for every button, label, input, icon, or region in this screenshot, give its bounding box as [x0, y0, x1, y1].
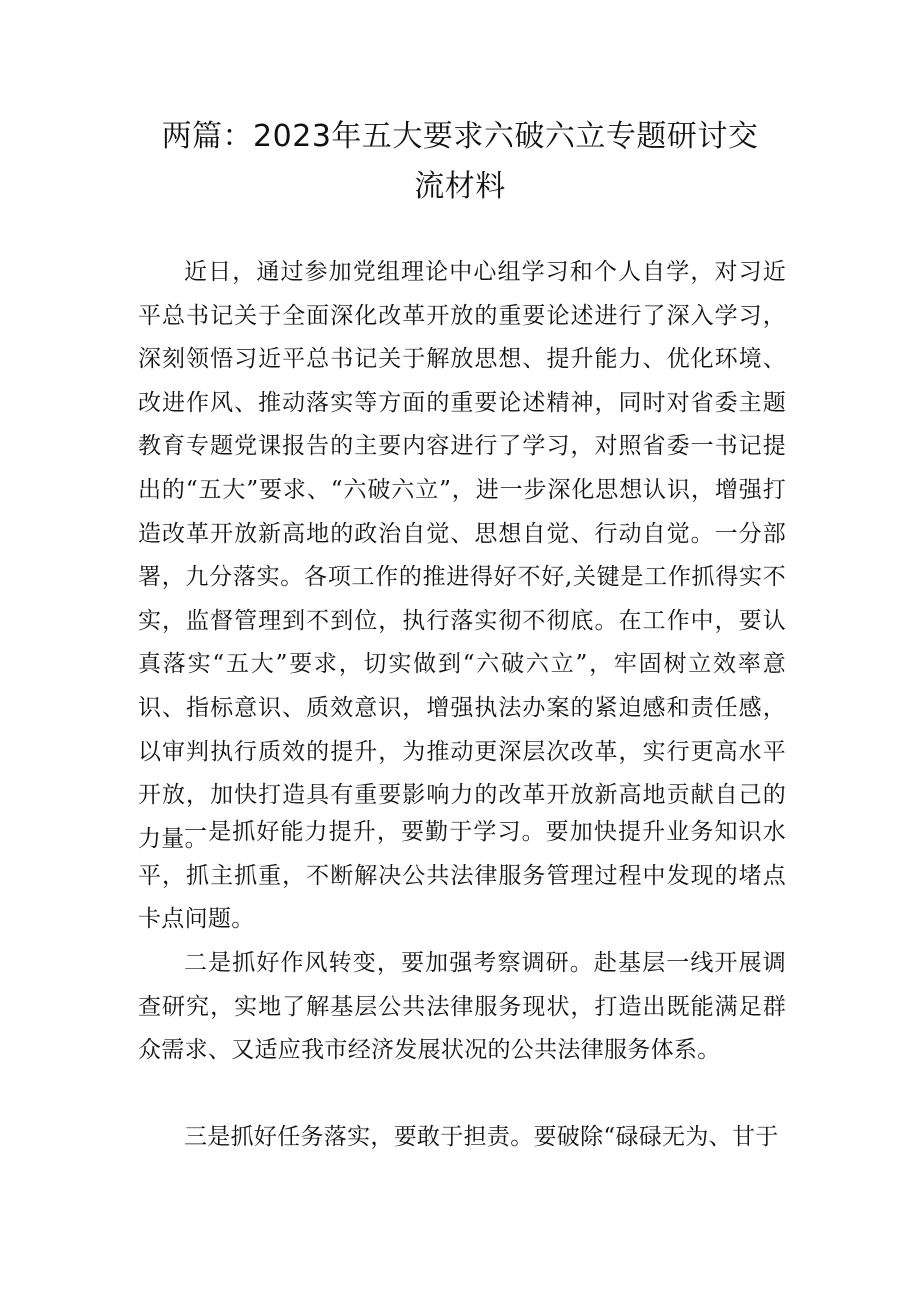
paragraph-point-one: 一是抓好能力提升，要勤于学习。要加快提升业务知识水平，抓主抓重，不断解决公共法律服务管理过程中发现的堵点卡点问题。	[138, 819, 786, 933]
title-line-2: 流材料	[414, 169, 506, 204]
title-line-1: 两篇：2023年五大要求六破六立专题研讨交	[161, 119, 759, 154]
paragraph-intro: 近日，通过参加党组理论中心组学习和个人自学，对习近平总书记关于全面深化改革开放的重要论述进行了深入学习，深刻领悟习近平总书记关于解放思想、提升能力、优化环境、改进作风、推动落实等方面的重要论述精神，同时对省委主题教育专题党课报告的主要内容进行了学习，对照省委一书记提出的“五大”要求、“六破六立”，进一步深化思想认识，增强打造改革开放新高地的政治自觉、思想自觉、行动自觉。一分部署，九分落实。各项工作的推进得好不好,关键是工作抓得实不实，监督管理到不到位，执行落实彻不彻底。在工作中，要认真落实“五大”要求，切实做到“六破六立”，牢固树立效率意识、指标意识、质效意识，增强执法办案的紧迫感和责任感，以审判执行质效的提升，为推动更深层次改革，实行更高水平开放，加快打造具有重要影响力的改革开放新高地贡献自己的力量。	[138, 259, 786, 852]
document-title	[140, 112, 780, 212]
paragraph-point-three: 三是抓好任务落实，要敢于担责。要破除“碌碌无为、甘于	[184, 1124, 779, 1150]
paragraph-point-two: 二是抓好作风转变，要加强考察调研。赴基层一线开展调查研究，实地了解基层公共法律服务现状，打造出既能满足群众需求、又适应我市经济发展状况的公共法律服务体系。	[138, 950, 786, 1064]
